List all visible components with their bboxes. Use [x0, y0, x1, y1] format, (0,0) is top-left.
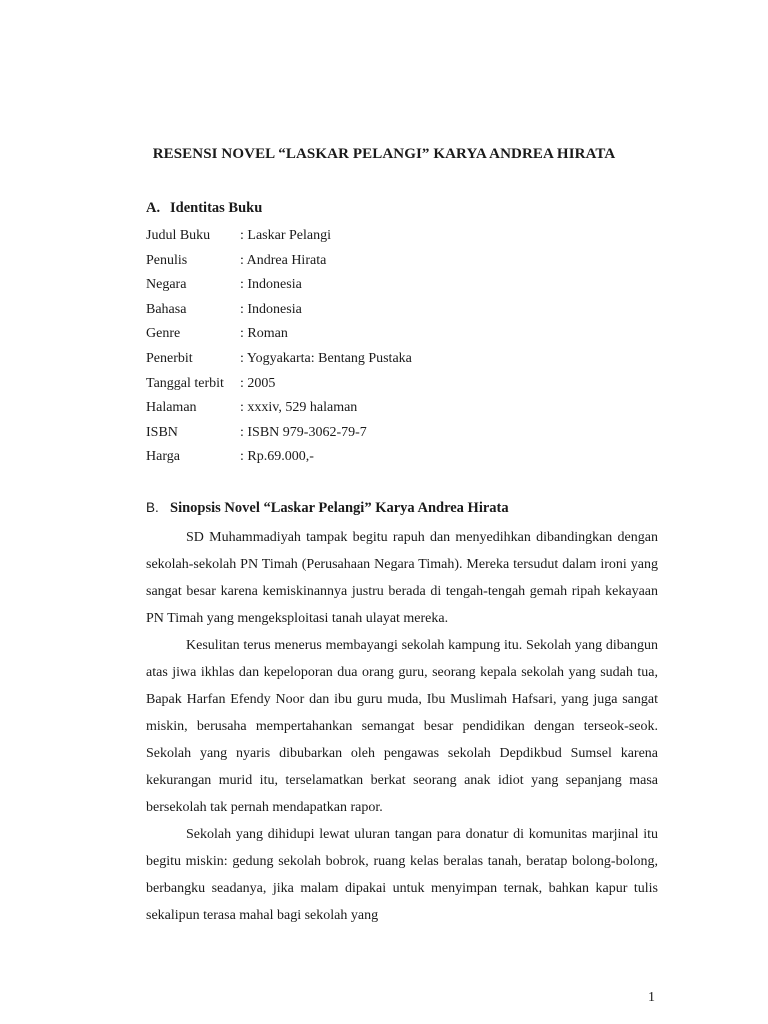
section-a-heading	[146, 200, 262, 217]
synopsis-body	[146, 524, 658, 929]
identity-row	[146, 396, 412, 421]
synopsis-paragraph: SD Muhammadiyah tampak begitu rapuh dan menyedihkan dibandingkan dengan sekolah-sekolah PN Timah (Perusahaan Negara Timah). Mereka tersudut dalam ironi yang sangat besar karena kemiskinannya justru berada di tengah-tengah gemah ripah kekayaan PN Timah yang mengeksploitasi tanah ulayat mereka.	[146, 530, 658, 626]
identity-row	[146, 421, 412, 446]
identity-label: Tanggal terbit	[146, 375, 224, 391]
document-title: RESENSI NOVEL “LASKAR PELANGI” KARYA ANDREA HIRATA	[152, 146, 616, 162]
book-identity-list	[146, 224, 412, 470]
identity-label: Harga	[146, 449, 180, 465]
section-b-title: Sinopsis Novel “Laskar Pelangi” Karya Andrea Hirata	[170, 500, 509, 516]
identity-row	[146, 249, 412, 274]
identity-label: Genre	[146, 326, 181, 342]
identity-label: Judul Buku	[146, 228, 211, 243]
identity-value: : 2005	[240, 375, 276, 391]
identity-row	[146, 322, 412, 347]
identity-value: : Roman	[240, 326, 288, 342]
section-a-marker: A.	[146, 200, 161, 216]
identity-label: Halaman	[146, 400, 197, 416]
identity-row	[146, 347, 412, 372]
identity-value: : Indonesia	[240, 301, 302, 317]
identity-row	[146, 273, 412, 298]
synopsis-paragraph: Kesulitan terus menerus membayangi sekolah kampung itu. Sekolah yang dibangun atas jiwa ikhlas dan kepeloporan dua orang guru, seorang kepala sekolah yang sudah tua, Bapak Harfan Efendy Noor dan ibu guru muda, Ibu Muslimah Hafsari, yang juga sangat miskin, berusaha mempertahankan semangat besar pendidikan dengan terseok-seok. Sekolah yang nyaris dibubarkan oleh pengawas sekolah Depdikbud Sumsel karena kekurangan murid itu, terselamatkan berkat seorang anak idiot yang sepanjang masa bersekolah tak pernah mendapatkan rapor.	[146, 638, 658, 815]
identity-value: : Laskar Pelangi	[240, 228, 331, 243]
identity-value: : Rp.69.000,-	[240, 449, 314, 465]
identity-value: : xxxiv, 529 halaman	[240, 400, 358, 416]
identity-label: Bahasa	[146, 301, 187, 317]
identity-row	[146, 224, 412, 249]
synopsis-paragraph: Sekolah yang dihidupi lewat uluran tangan para donatur di komunitas marjinal itu begitu miskin: gedung sekolah bobrok, ruang kelas beralas tanah, beratap bolong-bolong, berbangku seadanya, jika malam dipakai untuk menyimpan ternak, bahkan kapur tulis sekalipun terasa mahal bagi sekolah yang	[146, 827, 658, 923]
identity-value: : Yogyakarta: Bentang Pustaka	[240, 350, 412, 366]
identity-row	[146, 445, 412, 470]
identity-value: : ISBN 979-3062-79-7	[240, 424, 367, 440]
identity-label: Penulis	[146, 252, 188, 268]
section-a-title: Identitas Buku	[170, 200, 263, 216]
identity-label: Negara	[146, 277, 187, 293]
identity-label: Penerbit	[146, 350, 193, 366]
identity-row	[146, 372, 412, 397]
identity-value: : Indonesia	[240, 277, 302, 293]
identity-value: : Andrea Hirata	[240, 252, 327, 268]
section-b-heading	[146, 500, 509, 517]
page-number: 1	[648, 990, 655, 1005]
section-b-marker: B.	[146, 500, 159, 515]
identity-label: ISBN	[146, 424, 178, 440]
identity-row	[146, 298, 412, 323]
